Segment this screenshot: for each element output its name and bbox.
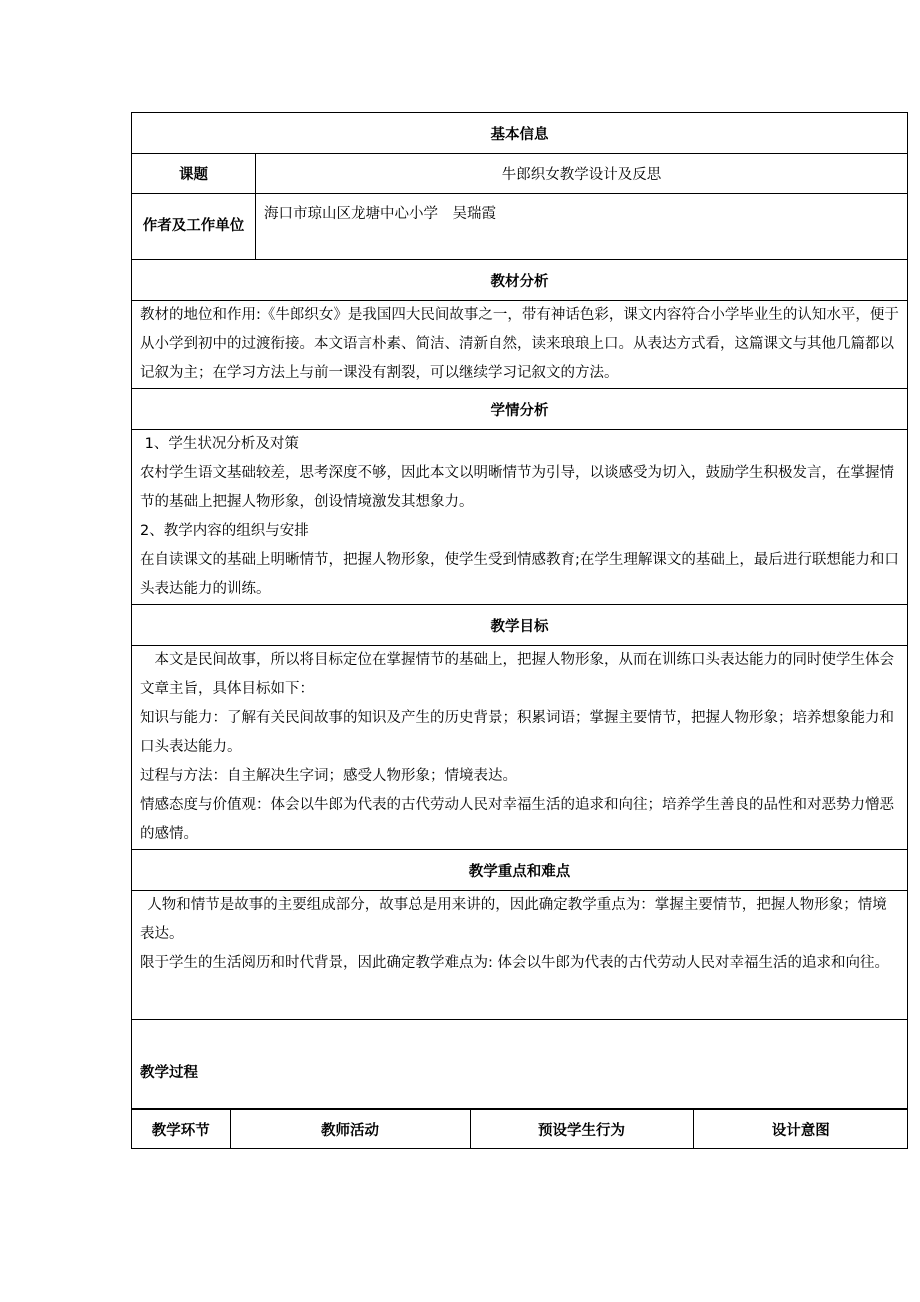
key-points-body bbox=[132, 891, 908, 1020]
author-value: 海口市琼山区龙塘中心小学 吴瑞霞 bbox=[256, 194, 908, 260]
column-header-teacher-activity: 教师活动 bbox=[230, 1110, 470, 1149]
column-header-student-behavior: 预设学生行为 bbox=[470, 1110, 693, 1149]
material-analysis-heading: 教材分析 bbox=[132, 260, 908, 301]
lesson-plan-table bbox=[131, 112, 908, 1149]
teaching-goals-body bbox=[132, 646, 908, 850]
key-points-heading: 教学重点和难点 bbox=[132, 850, 908, 891]
teaching-goals-intro: 本文是民间故事，所以将目标定位在掌握情节的基础上，把握人物形象，从而在训练口头表达能力的同时使学生体会文章主旨，具体目标如下： bbox=[140, 652, 894, 697]
key-points-paragraph-1: 人物和情节是故事的主要组成部分，故事总是用来讲的，因此确定教学重点为：掌握主要情节，把握人物形象；情境表达。 bbox=[140, 897, 887, 942]
process-column-header-table bbox=[132, 1109, 908, 1148]
basic-info-heading: 基本信息 bbox=[132, 113, 908, 154]
topic-value: 牛郎织女教学设计及反思 bbox=[256, 154, 908, 194]
student-analysis-heading: 学情分析 bbox=[132, 389, 908, 430]
teaching-goals-emotion: 情感态度与价值观：体会以牛郎为代表的古代劳动人民对幸福生活的追求和向往；培养学生善良的品性和对恶势力憎恶的感情。 bbox=[140, 797, 894, 842]
teaching-goals-process: 过程与方法：自主解决生字词；感受人物形象；情境表达。 bbox=[140, 768, 517, 784]
column-header-design-intent: 设计意图 bbox=[693, 1110, 908, 1149]
author-label: 作者及工作单位 bbox=[132, 194, 256, 260]
student-analysis-paragraph-2: 在自读课文的基础上明晰情节，把握人物形象，使学生受到情感教育;在学生理解课文的基础上，最后进行联想能力和口头表达能力的训练。 bbox=[140, 552, 899, 597]
student-analysis-subheading-1: 1、学生状况分析及对策 bbox=[140, 436, 299, 452]
student-analysis-body bbox=[132, 430, 908, 605]
key-points-paragraph-2: 限于学生的生活阅历和时代背景，因此确定教学难点为: 体会以牛郎为代表的古代劳动人民对幸福生活的追求和向往。 bbox=[140, 955, 889, 971]
teaching-goals-heading: 教学目标 bbox=[132, 605, 908, 646]
teaching-process-columns bbox=[132, 1109, 908, 1149]
material-analysis-body bbox=[132, 301, 908, 389]
material-analysis-text: 教材的地位和作用:《牛郎织女》是我国四大民间故事之一，带有神话色彩，课文内容符合小学毕业生的认知水平，便于从小学到初中的过渡衔接。本文语言朴素、简洁、清新自然，读来琅琅上口。从表达方式看，这篇课文与其他几篇都以记叙为主；在学习方法上与前一课没有割裂，可以继续学习记叙文的方法。 bbox=[140, 307, 899, 381]
column-header-stage: 教学环节 bbox=[132, 1110, 230, 1149]
teaching-goals-knowledge: 知识与能力：了解有关民间故事的知识及产生的历史背景；积累词语；掌握主要情节，把握人物形象；培养想象能力和口头表达能力。 bbox=[140, 710, 894, 755]
topic-label: 课题 bbox=[132, 154, 256, 194]
student-analysis-paragraph-1: 农村学生语文基础较差，思考深度不够，因此本文以明晰情节为引导，以谈感受为切入，鼓励学生积极发言，在掌握情节的基础上把握人物形象，创设情境激发其想象力。 bbox=[140, 465, 894, 510]
student-analysis-subheading-2: 2、教学内容的组织与安排 bbox=[140, 523, 309, 539]
teaching-process-heading: 教学过程 bbox=[132, 1020, 908, 1109]
